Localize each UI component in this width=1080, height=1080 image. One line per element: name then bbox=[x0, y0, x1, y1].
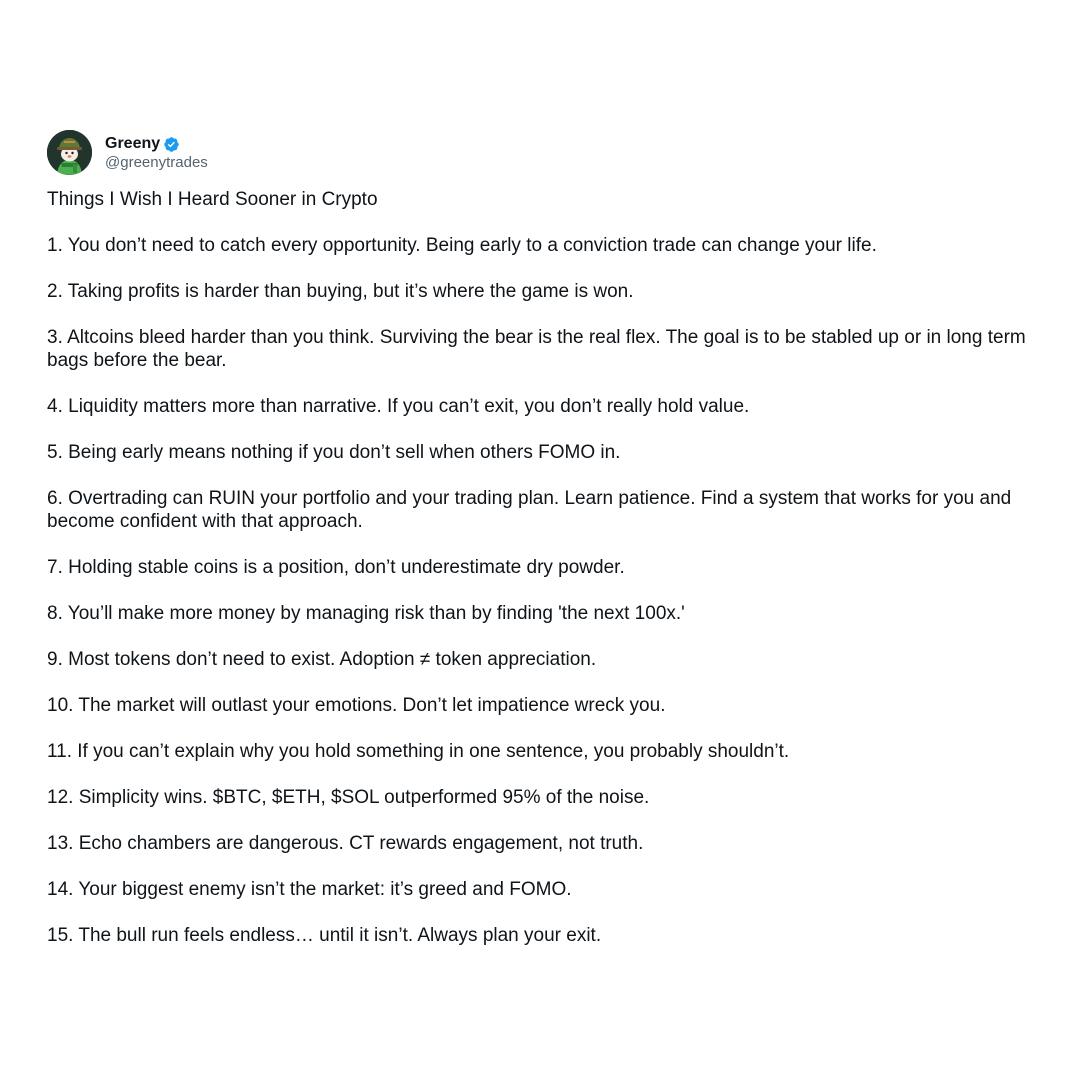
list-item: 10. The market will outlast your emotions. Don’t let impatience wreck you. bbox=[47, 695, 666, 716]
tweet-card bbox=[47, 129, 1037, 947]
list-item: 1. You don’t need to catch every opportunity. Being early to a conviction trade can change your life. bbox=[47, 235, 877, 256]
list-item: 3. Altcoins bleed harder than you think. Surviving the bear is the real flex. The goal is to be stabled up or in long term bags before the bear. bbox=[47, 327, 1026, 371]
list-item: 11. If you can’t explain why you hold something in one sentence, you probably shouldn’t. bbox=[47, 741, 790, 762]
list-item: 5. Being early means nothing if you don’t sell when others FOMO in. bbox=[47, 442, 621, 463]
name-row bbox=[105, 133, 208, 155]
list-item: 14. Your biggest enemy isn’t the market: it’s greed and FOMO. bbox=[47, 879, 572, 900]
list-item: 15. The bull run feels endless… until it isn’t. Always plan your exit. bbox=[47, 925, 602, 946]
list-item: 12. Simplicity wins. $BTC, $ETH, $SOL outperformed 95% of the noise. bbox=[47, 787, 650, 808]
verified-badge-icon bbox=[163, 136, 180, 153]
list-item: 13. Echo chambers are dangerous. CT rewards engagement, not truth. bbox=[47, 833, 644, 854]
list-item: 7. Holding stable coins is a position, don’t underestimate dry powder. bbox=[47, 557, 625, 578]
tweet-title: Things I Wish I Heard Sooner in Crypto bbox=[47, 189, 378, 210]
greeny-mascot-icon bbox=[47, 130, 92, 175]
list-item: 4. Liquidity matters more than narrative. If you can’t exit, you don’t really hold value. bbox=[47, 396, 750, 417]
display-name[interactable]: Greeny bbox=[105, 135, 161, 152]
author-identity bbox=[105, 133, 208, 171]
tips-list bbox=[47, 234, 1037, 947]
author-handle[interactable]: @greenytrades bbox=[105, 154, 208, 171]
list-item: 2. Taking profits is harder than buying, but it’s where the game is won. bbox=[47, 281, 634, 302]
list-item: 9. Most tokens don’t need to exist. Adoption ≠ token appreciation. bbox=[47, 649, 597, 670]
avatar[interactable] bbox=[47, 130, 92, 175]
list-item: 8. You’ll make more money by managing risk than by finding 'the next 100x.' bbox=[47, 603, 685, 624]
list-item: 6. Overtrading can RUIN your portfolio and your trading plan. Learn patience. Find a system that works for you and become confident with that approach. bbox=[47, 488, 1012, 532]
tweet-header bbox=[47, 129, 1037, 175]
